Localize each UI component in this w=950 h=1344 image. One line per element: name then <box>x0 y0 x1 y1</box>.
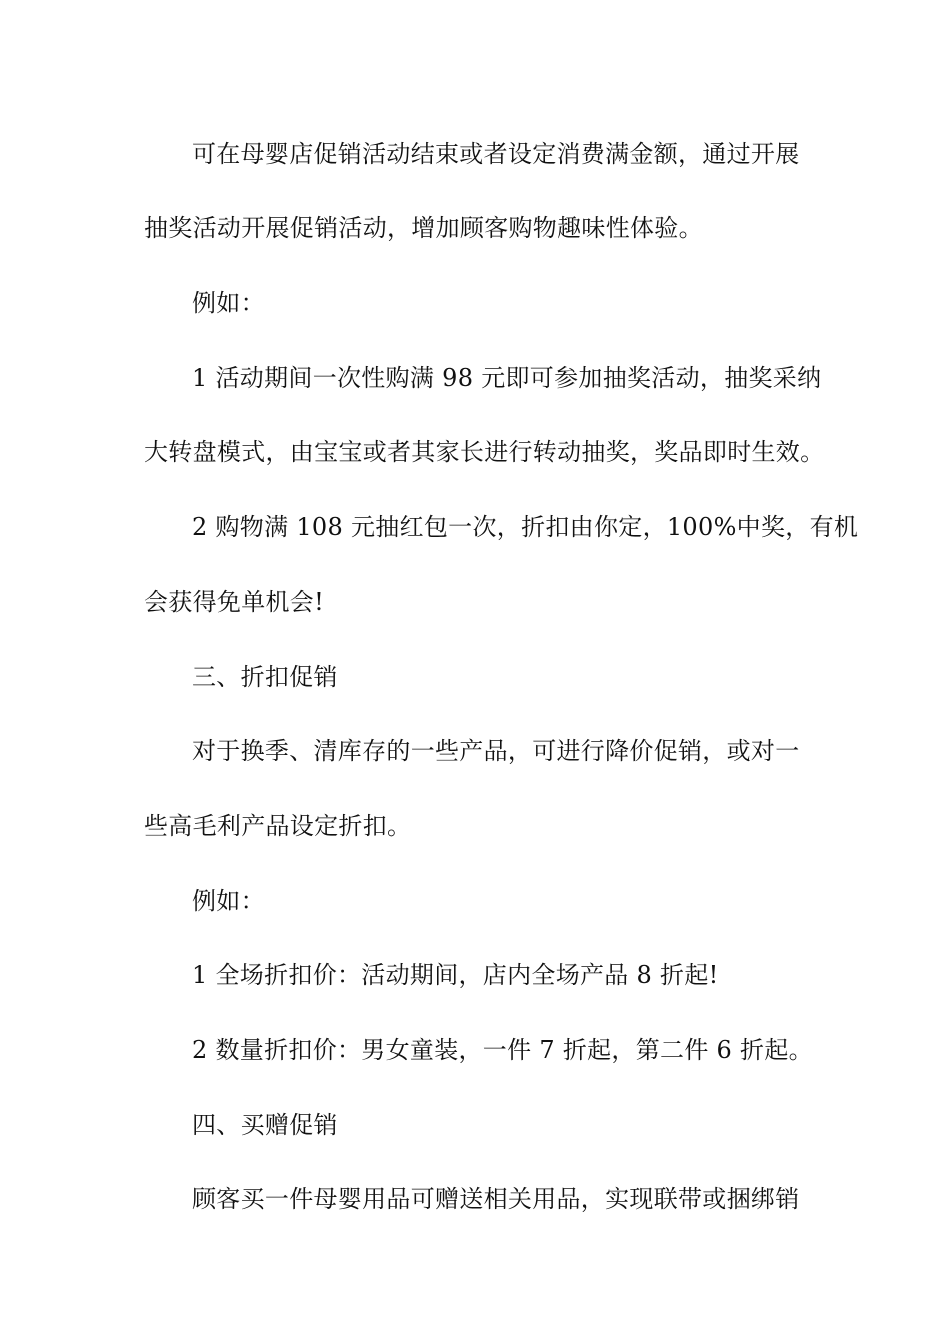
paragraph-line: 2 购物满 108 元抽红包一次，折扣由你定，100%中奖，有机 <box>192 513 859 541</box>
paragraph-line: 抽奖活动开展促销活动，增加顾客购物趣味性体验。 <box>144 214 703 242</box>
example-label: 例如： <box>192 887 265 915</box>
paragraph-line: 对于换季、清库存的一些产品，可进行降价促销，或对一 <box>192 737 800 765</box>
section-heading: 四、买赠促销 <box>192 1111 338 1139</box>
paragraph-line: 大转盘模式，由宝宝或者其家长进行转动抽奖，奖品即时生效。 <box>144 438 825 466</box>
section-heading: 三、折扣促销 <box>192 663 338 691</box>
paragraph-line: 1 活动期间一次性购满 98 元即可参加抽奖活动，抽奖采纳 <box>192 364 822 392</box>
paragraph-line: 会获得免单机会! <box>144 588 325 616</box>
paragraph-line: 顾客买一件母婴用品可赠送相关用品，实现联带或捆绑销 <box>192 1185 800 1213</box>
example-label: 例如： <box>192 289 265 317</box>
paragraph-line: 2 数量折扣价：男女童装，一件 7 折起，第二件 6 折起。 <box>192 1036 813 1064</box>
paragraph-line: 些高毛利产品设定折扣。 <box>144 812 412 840</box>
paragraph-line: 可在母婴店促销活动结束或者设定消费满金额，通过开展 <box>192 140 800 168</box>
paragraph-line: 1 全场折扣价：活动期间，店内全场产品 8 折起! <box>192 961 719 989</box>
